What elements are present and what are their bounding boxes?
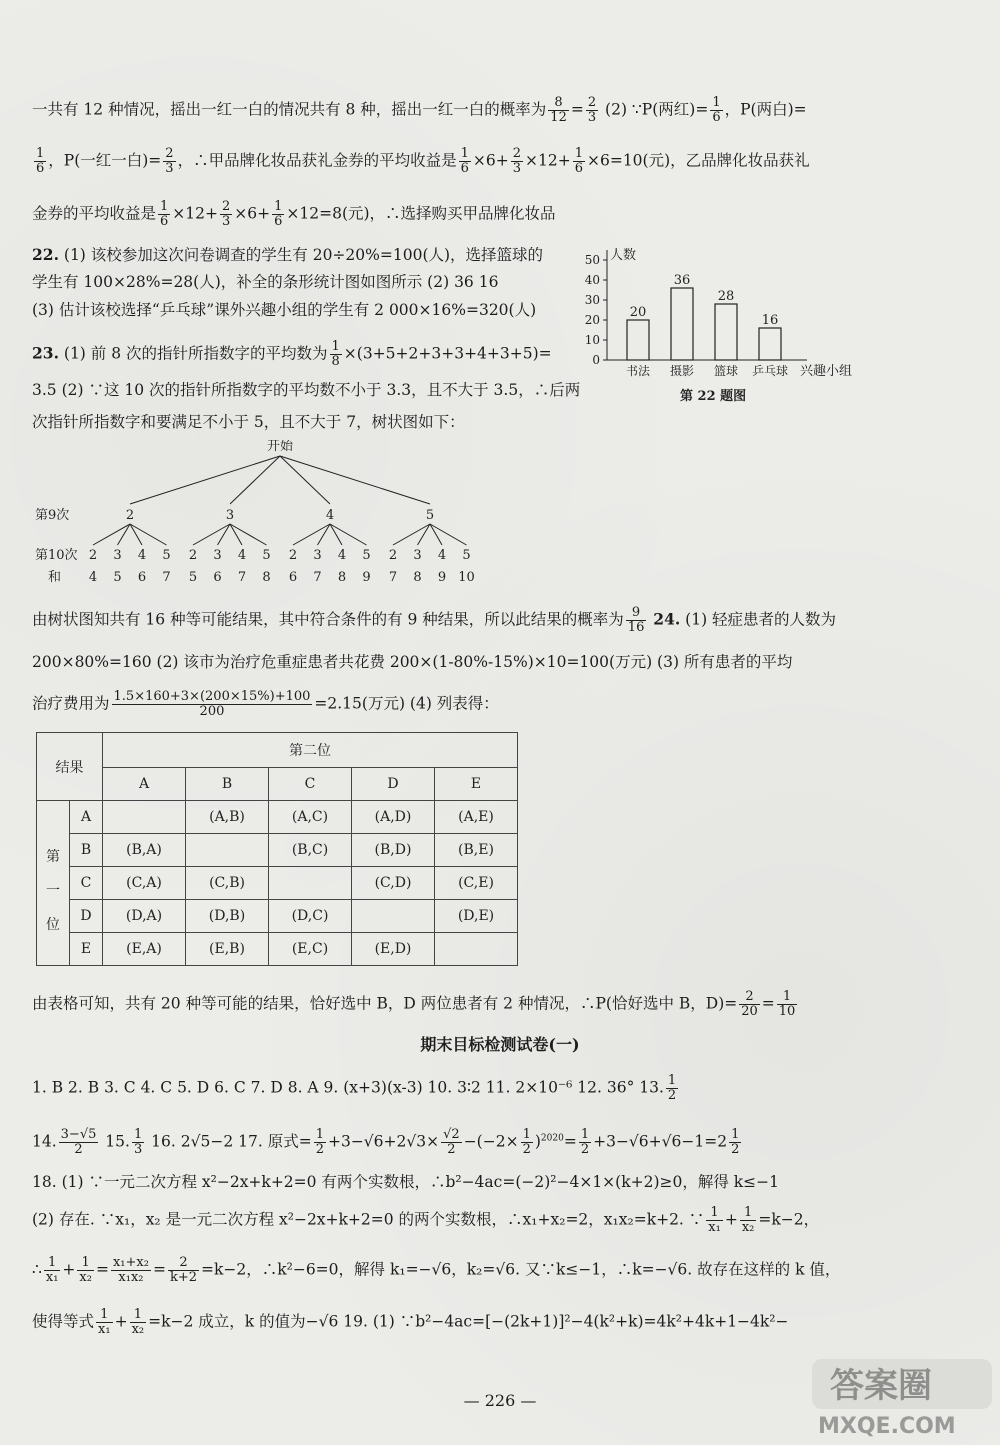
page-number: — 226 — (463, 1391, 537, 1410)
fraction: $\frac{1}{2}$ (667, 1073, 677, 1103)
fraction: $\frac{2}{3}$ (222, 199, 231, 229)
table-row (37, 834, 518, 867)
y-tick-label: 0 (592, 353, 600, 367)
text-line: 18. (1) ∵一元二次方程 x²−2x+k+2=0 有两个实数根，∴b²−4ac=(−2)²−4×1×(k+2)≥0，解得 k≤−1 (32, 1173, 780, 1191)
table-cell: (E,C) (269, 933, 352, 966)
tree-leaf: 3 (413, 548, 422, 563)
bar (715, 304, 737, 360)
column-header: E (435, 768, 518, 801)
fraction: $\frac{√2}{2}$ (443, 1127, 460, 1157)
text-line: $\frac{1}{6}$ ，P(一红一白)= $\frac{2}{3}$ ，∴甲品牌化妆品获礼金券的平均收益是 $\frac{1}{6}$ ×6+ $\frac{2}{3}$ ×12+ $\frac{1}{6}$ ×6=10(元)，乙品牌化妆品获礼 (36, 146, 810, 176)
y-tick-label: 50 (585, 253, 600, 267)
fraction: $\frac{1}{\text{x₂}}$ (79, 1255, 92, 1285)
tree-leaf: 5 (262, 548, 271, 563)
sum-value: 6 (288, 570, 298, 585)
row-header: B (70, 834, 103, 867)
text-line: 学生有 100×28%=28(人)，补全的条形统计图如图所示 (2) 36 16 (32, 273, 499, 291)
fraction: $\frac{2}{20}$ (741, 989, 758, 1019)
tree-leaf: 5 (162, 548, 171, 563)
table-cell: (D,A) (103, 900, 186, 933)
row-header: C (70, 867, 103, 900)
bar-chart (585, 242, 870, 412)
category-label: 乒乓球 (751, 364, 789, 378)
y-tick-label: 30 (585, 293, 600, 307)
fraction: $\frac{2}{3}$ (512, 146, 521, 176)
table-cell: (B,C) (269, 834, 352, 867)
y-tick-label: 20 (585, 313, 600, 327)
table-cell: (B,A) (103, 834, 186, 867)
sum-value: 5 (188, 570, 198, 585)
table-cell (186, 834, 269, 867)
fraction: $\frac{8}{12}$ (550, 95, 567, 125)
text-line: 200×80%=160 (2) 该市为治疗危重症患者共花费 200×(1-80%-15%)×10=100(万元) (3) 所有患者的平均 (32, 653, 793, 671)
y-tick-label: 40 (585, 273, 600, 287)
text-line: 金券的平均收益是 $\frac{1}{6}$ ×12+ $\frac{2}{3}$ ×6+ $\frac{1}{6}$ ×12=8(元)，∴选择购买甲品牌化妆品 (32, 199, 556, 229)
table-row (37, 867, 518, 900)
section-title: 期末目标检测试卷(一) (420, 1035, 580, 1054)
watermark-title: 答案圈 (830, 1366, 932, 1406)
table-cell: (E,A) (103, 933, 186, 966)
table-cell: (C,E) (435, 867, 518, 900)
tree-node: 5 (425, 508, 435, 523)
fraction: $\frac{1}{2}$ (731, 1127, 740, 1157)
tree-leaf: 5 (362, 548, 371, 563)
category-label: 篮球 (713, 364, 739, 378)
x-axis-label: 兴趣小组 (800, 364, 853, 379)
text-line: 治疗费用为 $\frac{1.5\times 160+3\times(200\times 15\%)+100}{200}$ =2.15(万元) (4) 列表得： (32, 689, 499, 719)
tree-edge (280, 456, 330, 504)
fraction: $\frac{1}{2}$ (522, 1127, 531, 1157)
fraction: $\frac{1}{\text{x₁}}$ (98, 1307, 111, 1337)
chart-title: 第 22 题图 (680, 389, 747, 404)
tree-diagram (30, 440, 500, 590)
text-line: 14. $\frac{3-√5}{2}$ 15. $\frac{1}{3}$ 16. 2√5−2 17. 原式= $\frac{1}{2}$ +3−√6+2√3× $\frac{√2}{2}$ −(−2× $\frac{1}{2}$ )$^{2020}$= $\frac{1}{2}$ +3−√6+√6−1=2 $\frac{1}{2}$ (32, 1127, 740, 1157)
table-cell (269, 867, 352, 900)
table-cell: (A,D) (352, 801, 435, 834)
column-header: B (186, 768, 269, 801)
tree-root: 开始 (266, 440, 294, 454)
y-axis-label: 人数 (610, 248, 637, 263)
row-header: D (70, 900, 103, 933)
text-line: 22. (1) 该校参加这次问卷调查的学生有 20÷20%=100(人)，选择篮球的 (32, 245, 544, 264)
table-cell: (A,E) (435, 801, 518, 834)
table-cell: (A,B) (186, 801, 269, 834)
table-header-first: 第 一 位 (37, 801, 70, 966)
fraction: $\frac{1}{\text{x₂}}$ (741, 1205, 755, 1235)
text-line: 次指针所指数字和要满足不小于 5，且不大于 7，树状图如下： (32, 413, 465, 431)
table-row (37, 900, 518, 933)
tree-edge (193, 524, 230, 545)
tree-leaf: 3 (313, 548, 322, 563)
tree-leaf: 4 (337, 548, 347, 563)
y-tick-label: 10 (585, 333, 600, 347)
tree-leaf: 2 (388, 548, 398, 563)
text-line: (2) 存在. ∵x₁，x₂ 是一元二次方程 x²−2x+k+2=0 的两个实数根，∴x₁+x₂=2，x₁x₂=k+2. ∵ $\frac{1}{\text{x₁}}$ + $\frac{1}{\text{x₂}}$ =k−2， (32, 1205, 820, 1235)
fraction: $\frac{1}{3}$ (133, 1127, 143, 1157)
table-cell: (E,B) (186, 933, 269, 966)
column-header: C (269, 768, 352, 801)
tree-node: 2 (125, 508, 135, 523)
text-line: 由树状图知共有 16 种等可能结果，其中符合条件的有 9 种结果，所以此结果的概率为 $\frac{9}{16}$ 24. (1) 轻症患者的人数为 (32, 605, 837, 635)
tree-edge (230, 456, 280, 504)
tree-leaf: 4 (237, 548, 247, 563)
tree-leaf: 3 (113, 548, 122, 563)
text-line: (3) 估计该校选择“乒乓球”课外兴趣小组的学生有 2 000×16%=320(人) (32, 301, 537, 319)
sum-value: 4 (88, 570, 98, 585)
sum-value: 7 (237, 570, 247, 585)
tree-leaf: 2 (88, 548, 98, 563)
table-cell: (C,B) (186, 867, 269, 900)
tree-edge (280, 456, 430, 504)
tree-edge (130, 456, 280, 504)
table-cell (352, 900, 435, 933)
table-cell: (D,E) (435, 900, 518, 933)
bar-value-label: 16 (761, 313, 779, 328)
tree-edge (393, 524, 430, 545)
sum-value: 5 (113, 570, 122, 585)
sum-value: 9 (437, 570, 447, 585)
table-cell (435, 933, 518, 966)
row-header: A (70, 801, 103, 834)
sum-value: 7 (162, 570, 171, 585)
fraction: $\frac{\text{x₁+x₂}}{\text{x₁x₂}}$ (112, 1255, 149, 1285)
tree-leaf: 4 (437, 548, 447, 563)
table-cell: (D,C) (269, 900, 352, 933)
sum-value: 9 (362, 570, 371, 585)
tree-edge (93, 524, 130, 545)
fraction: $\frac{1}{6}$ (712, 95, 721, 125)
fraction: $\frac{1}{\text{x₂}}$ (131, 1307, 145, 1337)
tree-leaf: 3 (213, 548, 222, 563)
row-header: E (70, 933, 103, 966)
table-cell: (E,D) (352, 933, 435, 966)
table-corner: 结果 (37, 733, 103, 801)
sum-value: 6 (137, 570, 147, 585)
sum-value: 6 (213, 570, 222, 585)
text-line: 23. (1) 前 8 次的指针所指数字的平均数为 $\frac{1}{8}$ ×(3+5+2+3+3+4+3+5)= (32, 339, 552, 369)
row-label: 第9次 (35, 508, 70, 523)
text-line: ∴ $\frac{1}{\text{x₁}}$ + $\frac{1}{\text{x₂}}$ = $\frac{\text{x₁+x₂}}{\text{x₁x₂}}$ = $\frac{2}{k+2}$ =k−2，∴k²−6=0，解得 k₁=−√6，k₂=√6. 又∵k≤−1，∴k=−√6. 故存在这样的 k 值， (32, 1255, 841, 1285)
fraction: $\frac{1}{8}$ (331, 339, 340, 369)
fraction: $\frac{1}{6}$ (36, 146, 45, 176)
fraction: $\frac{1}{6}$ (160, 199, 169, 229)
category-label: 摄影 (669, 364, 695, 378)
text-line: 一共有 12 种情况，摇出一红一白的情况共有 8 种，摇出一红一白的概率为 $\frac{8}{12}$ = $\frac{2}{3}$ (2) ∵P(两红)= $\frac{1}{6}$ ，P(两白)= (32, 95, 807, 125)
tree-node: 4 (325, 508, 335, 523)
fraction: $\frac{1}{6}$ (274, 199, 283, 229)
bar-value-label: 28 (717, 289, 735, 304)
tree-leaf: 2 (188, 548, 198, 563)
sum-value: 8 (337, 570, 347, 585)
bar (759, 328, 781, 360)
table-cell: (B,D) (352, 834, 435, 867)
category-label: 书法 (625, 364, 651, 378)
table-cell (103, 801, 186, 834)
table-cell: (A,C) (269, 801, 352, 834)
fraction: $\frac{9}{16}$ (627, 605, 645, 635)
fraction: $\frac{2}{3}$ (587, 95, 597, 125)
fraction: $\frac{1.5\times 160+3\times(200\times 15\%)+100}{200}$ (113, 689, 311, 719)
table-row (37, 801, 518, 834)
bar-value-label: 36 (673, 273, 691, 288)
bar (671, 288, 693, 360)
sum-value: 10 (458, 570, 475, 585)
tree-edge (293, 524, 330, 545)
column-header: D (352, 768, 435, 801)
table-cell: (D,B) (186, 900, 269, 933)
fraction: $\frac{2}{k+2}$ (169, 1255, 197, 1285)
fraction: $\frac{1}{6}$ (460, 146, 469, 176)
text-line: 3.5 (2) ∵这 10 次的指针所指数字的平均数不小于 3.3，且不大于 3.5，∴后两 (32, 381, 581, 399)
fraction: $\frac{1}{2}$ (580, 1127, 590, 1157)
sum-value: 8 (413, 570, 422, 585)
tree-leaf: 2 (288, 548, 298, 563)
tree-leaf: 4 (137, 548, 147, 563)
sum-value: 7 (388, 570, 398, 585)
table-header-second: 第二位 (103, 733, 518, 768)
row-label: 和 (48, 570, 62, 585)
sum-value: 7 (313, 570, 322, 585)
table-cell: (C,D) (352, 867, 435, 900)
bar (627, 320, 649, 360)
table-cell: (B,E) (435, 834, 518, 867)
table-cell: (C,A) (103, 867, 186, 900)
fraction: $\frac{1}{\text{x₁}}$ (708, 1205, 721, 1235)
fraction: $\frac{1}{\text{x₁}}$ (45, 1255, 59, 1285)
text-line: 由表格可知，共有 20 种等可能的结果，恰好选中 B，D 两位患者有 2 种情况，∴P(恰好选中 B，D)= $\frac{2}{20}$ = $\frac{1}{10}$ (32, 989, 796, 1019)
fraction: $\frac{1}{10}$ (778, 989, 796, 1019)
column-header: A (103, 768, 186, 801)
tree-leaf: 5 (462, 548, 471, 563)
watermark-logo (810, 1355, 995, 1440)
row-label: 第10次 (35, 548, 78, 563)
text-line: 1. B 2. B 3. C 4. C 5. D 6. C 7. D 8. A 9. (x+3)(x-3) 10. 3∶2 11. 2×10⁻⁶ 12. 36° 13. $\frac{1}{2}$ (32, 1073, 677, 1103)
result-table (36, 732, 518, 966)
text-line: 使得等式 $\frac{1}{\text{x₁}}$ + $\frac{1}{\text{x₂}}$ =k−2 成立，k 的值为−√6 19. (1) ∵b²−4ac=[−(2k+1)]²−4(k²+k)=4k²+4k+1−4k²− (32, 1307, 789, 1337)
fraction: $\frac{2}{3}$ (165, 146, 174, 176)
watermark-url: MXQE.COM (818, 1414, 956, 1439)
bar-value-label: 20 (629, 305, 647, 320)
tree-node: 3 (225, 508, 235, 523)
sum-value: 8 (262, 570, 271, 585)
fraction: $\frac{1}{2}$ (315, 1127, 324, 1157)
fraction: $\frac{1}{6}$ (574, 146, 583, 176)
fraction: $\frac{3-√5}{2}$ (60, 1127, 97, 1157)
table-row (37, 933, 518, 966)
